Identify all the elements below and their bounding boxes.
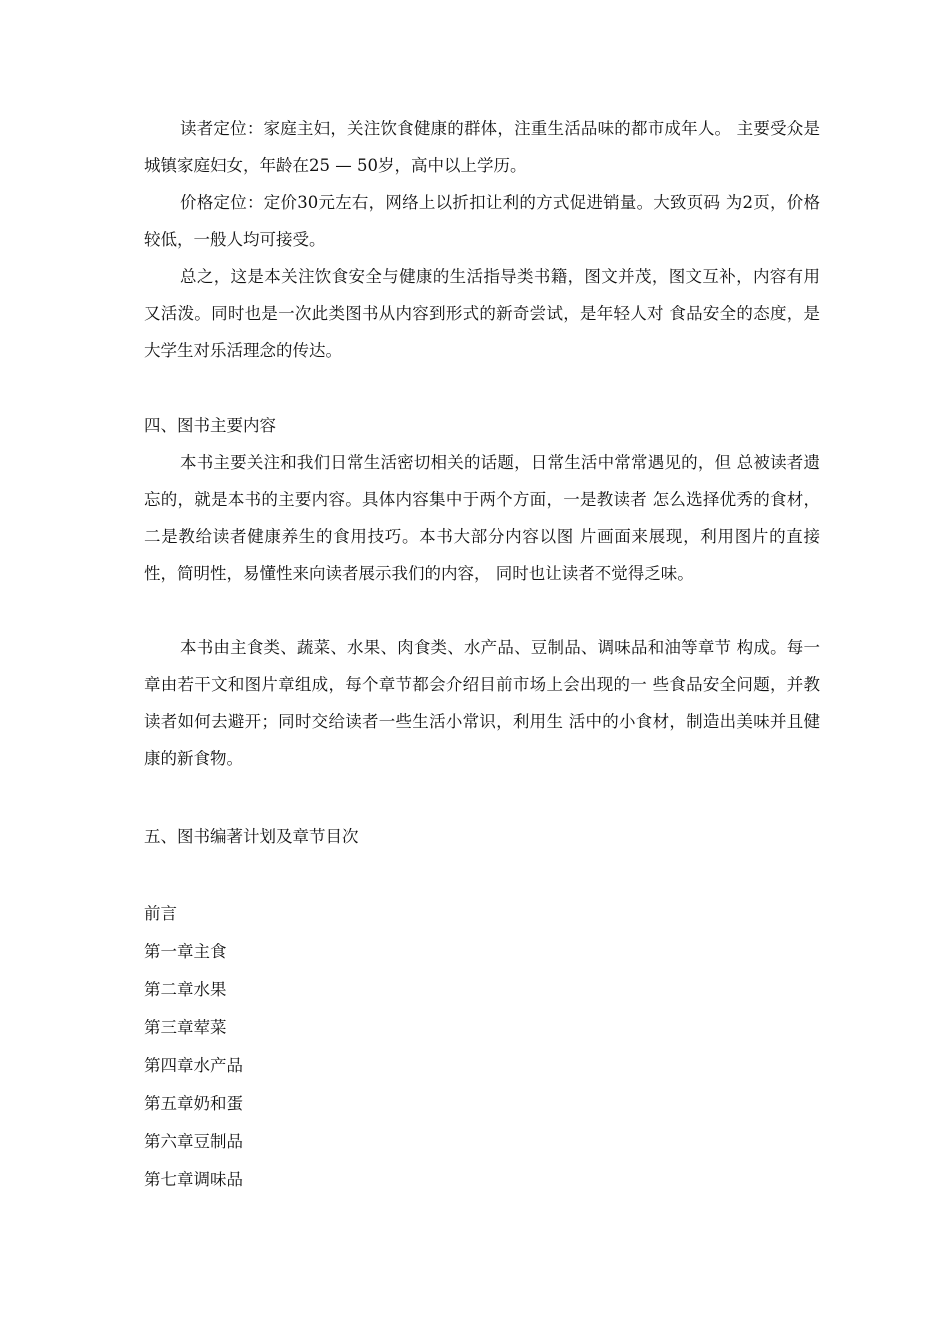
reader-positioning-paragraph: 读者定位：家庭主妇，关注饮食健康的群体，注重生活品味的都市成年人。 主要受众是城镇家庭妇女，年龄在25 — 50岁，高中以上学历。 bbox=[144, 119, 820, 175]
price-positioning-paragraph: 价格定位：定价30元左右，网络上以折扣让利的方式促进销量。大致页码 为2页，价格较低，一般人均可接受。 bbox=[144, 193, 820, 249]
toc-item-chapter-2: 第二章水果 bbox=[144, 980, 227, 999]
toc-item-chapter-5: 第五章奶和蛋 bbox=[144, 1094, 243, 1113]
toc-item-chapter-4: 第四章水产品 bbox=[144, 1056, 243, 1075]
table-of-contents bbox=[144, 895, 243, 1199]
content-structure-paragraph: 本书由主食类、蔬菜、水果、肉食类、水产品、豆制品、调味品和油等章节 构成。每一章由若干文和图片章组成，每个章节都会介绍目前市场上会出现的一 些食品安全问题，并教读者如何去避开；同时交给读者一些生活小常识，利用生 活中的小食材，制造出美味并且健康的新食物。 bbox=[144, 638, 820, 768]
toc-item-preface: 前言 bbox=[144, 904, 177, 923]
toc-item-chapter-3: 第三章荤菜 bbox=[144, 1018, 227, 1037]
content-intro-paragraph: 本书主要关注和我们日常生活密切相关的话题，日常生活中常常遇见的，但 总被读者遗忘的，就是本书的主要内容。具体内容集中于两个方面，一是教读者 怎么选择优秀的食材，二是教给读者健康养生的食用技巧。本书大部分内容以图 片画面来展现，利用图片的直接性，简明性，易懂性来向读者展示我们的内容， 同时也让读者不觉得乏味。 bbox=[144, 453, 820, 583]
toc-item-chapter-1: 第一章主食 bbox=[144, 942, 227, 961]
section-heading-plan-and-toc: 五、图书编著计划及章节目次 bbox=[144, 827, 359, 846]
toc-item-chapter-6: 第六章豆制品 bbox=[144, 1132, 243, 1151]
toc-item-chapter-7: 第七章调味品 bbox=[144, 1170, 243, 1189]
section-heading-main-content: 四、图书主要内容 bbox=[144, 416, 276, 435]
summary-paragraph: 总之，这是本关注饮食安全与健康的生活指导类书籍，图文并茂，图文互补，内容有用又活泼。同时也是一次此类图书从内容到形式的新奇尝试，是年轻人对 食品安全的态度，是大学生对乐活理念的传达。 bbox=[144, 267, 820, 360]
